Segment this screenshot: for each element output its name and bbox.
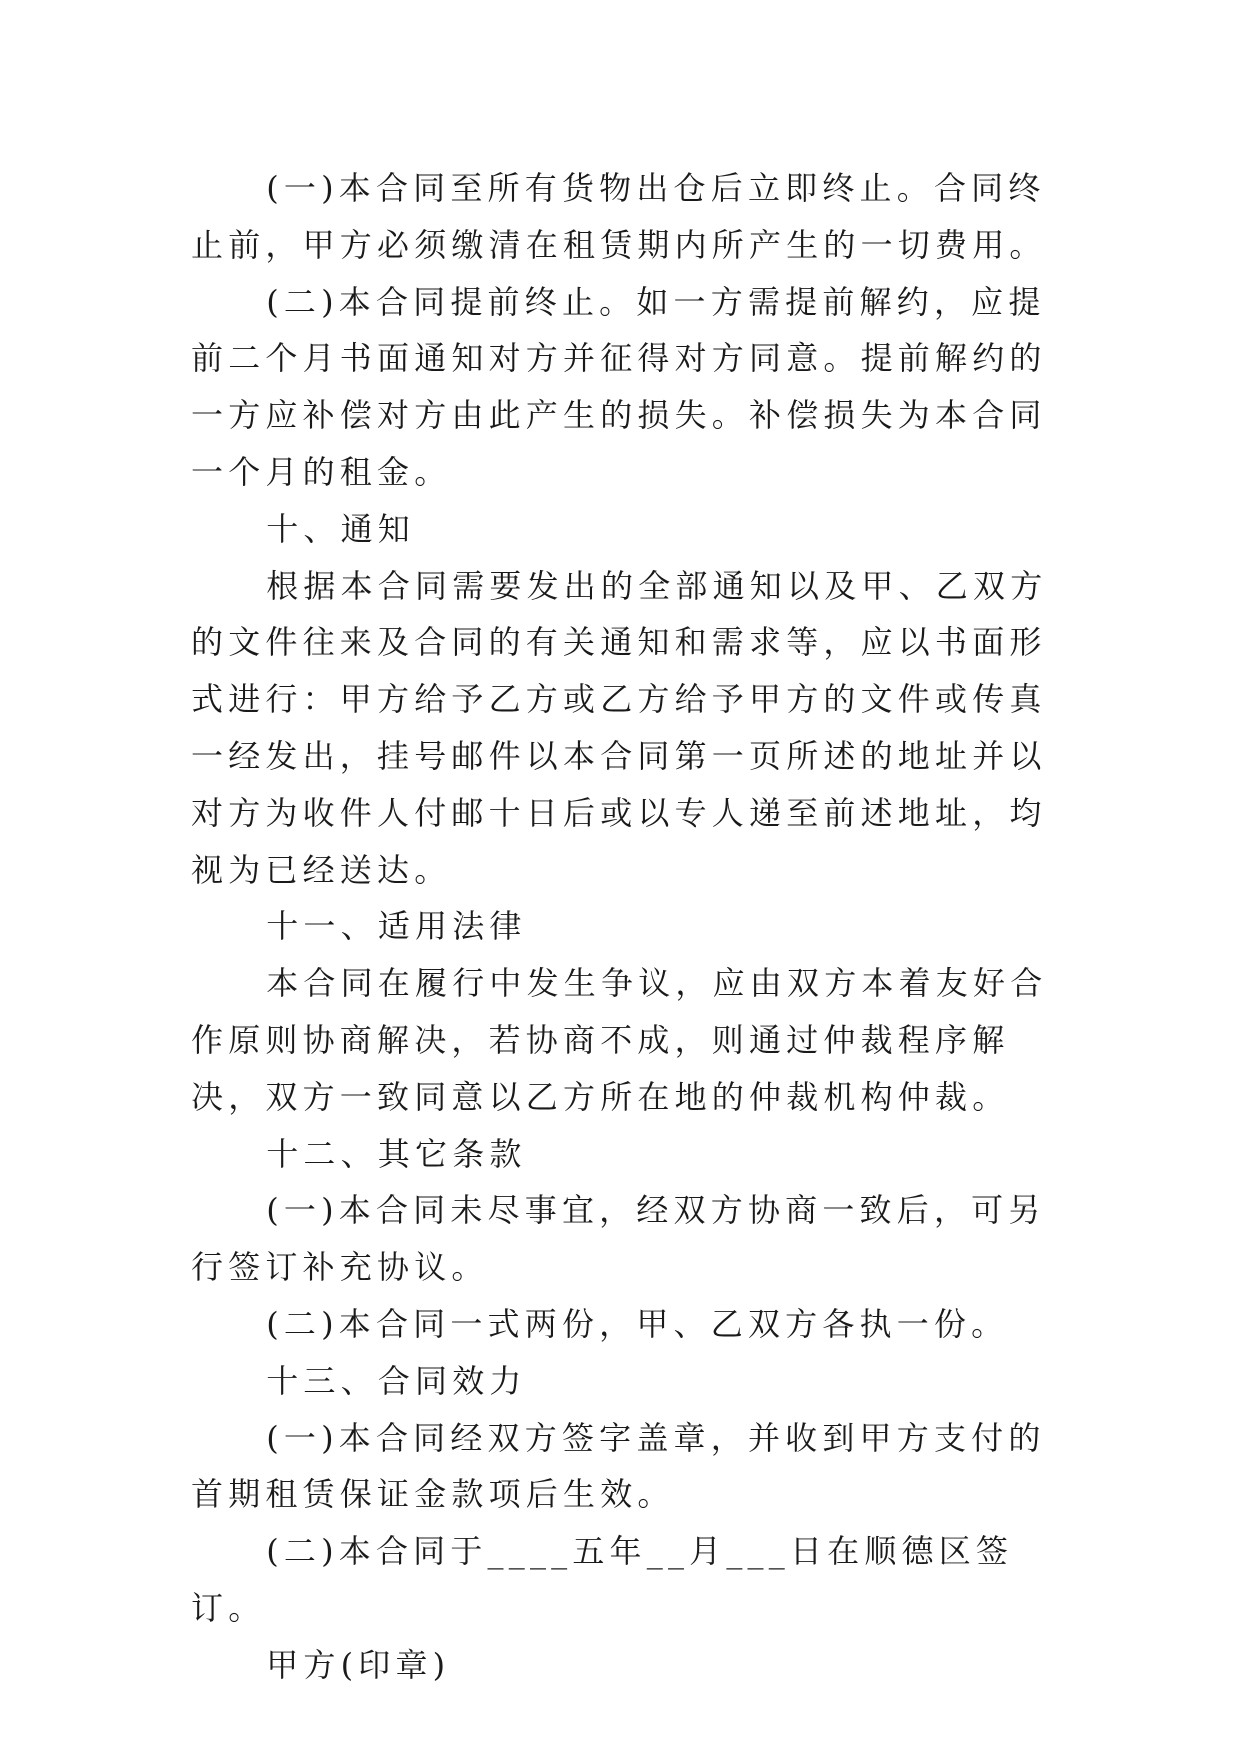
section-heading-notice: 十、通知 xyxy=(266,509,415,548)
clause-termination-1: (一)本合同至所有货物出仓后立即终止。合同终止前，甲方必须缴清在租赁期内所产生的一切费用。 xyxy=(191,169,1047,264)
clause-effectiveness-1: (一)本合同经双方签字盖章，并收到甲方支付的首期租赁保证金款项后生效。 xyxy=(191,1418,1046,1514)
section-heading-applicable-law: 十一、适用法律 xyxy=(266,907,527,946)
clause-other-terms-1: (一)本合同未尽事宜，经双方协商一致后，可另行签订补充协议。 xyxy=(191,1191,1046,1287)
section-heading-other-terms: 十二、其它条款 xyxy=(266,1134,527,1173)
clause-applicable-law: 本合同在履行中发生争议，应由双方本着友好合作原则协商解决，若协商不成，则通过仲裁程序解决，双方一致同意以乙方所在地的仲裁机构仲裁。 xyxy=(191,964,1048,1116)
section-heading-effectiveness: 十三、合同效力 xyxy=(266,1361,527,1400)
clause-effectiveness-2: (二)本合同于____五年__月___日在顺德区签订。 xyxy=(191,1532,1014,1627)
party-a-seal-line: 甲方(印章) xyxy=(266,1645,451,1684)
document-body xyxy=(191,160,1051,1694)
clause-notice: 根据本合同需要发出的全部通知以及甲、乙双方的文件往来及合同的有关通知和需求等，应以书面形式进行：甲方给予乙方或乙方给予甲方的文件或传真一经发出，挂号邮件以本合同第一页所述的地址并以对方为收件人付邮十日后或以专人递至前述地址，均视为已经送达。 xyxy=(191,566,1048,889)
clause-termination-2: (二)本合同提前终止。如一方需提前解约，应提前二个月书面通知对方并征得对方同意。提前解约的一方应补偿对方由此产生的损失。补偿损失为本合同一个月的租金。 xyxy=(191,282,1047,491)
clause-other-terms-2: (二)本合同一式两份，甲、乙双方各执一份。 xyxy=(266,1304,1009,1343)
